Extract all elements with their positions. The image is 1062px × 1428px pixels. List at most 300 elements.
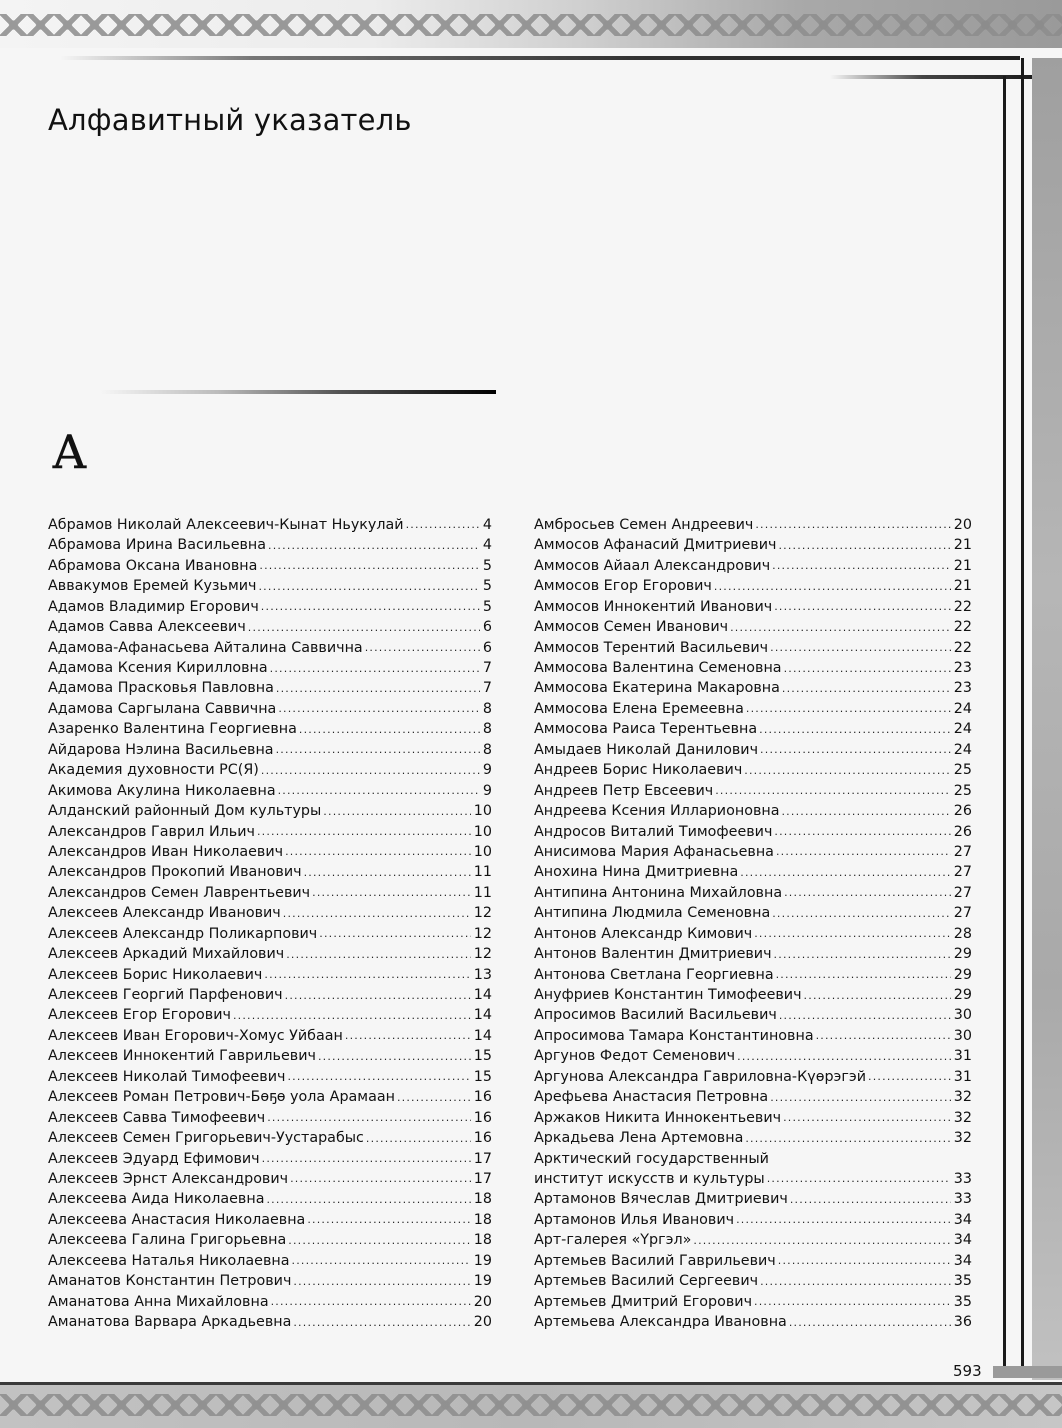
dot-leader [406, 515, 480, 535]
entry-page: 8 [482, 721, 492, 738]
dot-leader [868, 1067, 951, 1087]
dot-leader [278, 781, 480, 801]
index-entry [534, 1108, 972, 1128]
entry-page: 29 [953, 987, 972, 1004]
entry-name: Аманатов Константин Петрович [48, 1273, 292, 1290]
entry-name: Алексеев Борис Николаевич [48, 966, 263, 983]
entry-name: Аммосов Иннокентий Иванович [534, 598, 773, 615]
entry-page: 25 [953, 782, 972, 799]
index-entry [48, 515, 492, 535]
entry-page: 5 [482, 578, 492, 595]
index-entry [534, 965, 972, 985]
index-entry [48, 944, 492, 964]
dot-leader [781, 802, 950, 822]
entry-name: Аммосов Терентий Васильевич [534, 639, 769, 656]
entry-name: Артемьев Василий Сергеевич [534, 1273, 759, 1290]
dot-leader [774, 597, 951, 617]
entry-page: 21 [953, 537, 972, 554]
index-entry [48, 1251, 492, 1271]
index-entry [48, 1108, 492, 1128]
entry-page: 17 [473, 1150, 492, 1167]
dot-leader [778, 1251, 951, 1271]
entry-page: 6 [482, 619, 492, 636]
dot-leader [290, 1169, 471, 1189]
dot-leader [789, 1313, 951, 1333]
entry-page: 29 [953, 946, 972, 963]
entry-page: 13 [473, 966, 492, 983]
dot-leader [307, 1210, 470, 1230]
index-entry [534, 638, 972, 658]
index-entry [534, 1210, 972, 1230]
entry-page: 34 [953, 1252, 972, 1269]
index-entry [48, 1292, 492, 1312]
entry-page: 28 [953, 925, 972, 942]
index-entry [534, 679, 972, 699]
entry-name: Аркадьева Лена Артемовна [534, 1130, 744, 1147]
index-entry [534, 515, 972, 535]
index-entry [534, 1067, 972, 1087]
entry-name: Александров Гаврил Ильич [48, 823, 255, 840]
dot-leader [268, 536, 480, 556]
entry-name: Абрамов Николай Алексеевич-Кынат Ньукулай [48, 516, 404, 533]
entry-page: 23 [953, 660, 972, 677]
index-entry [48, 638, 492, 658]
ornament-pattern [0, 14, 1062, 36]
index-entry [48, 576, 492, 596]
entry-page: 20 [473, 1314, 492, 1331]
index-entry [48, 924, 492, 944]
entry-name: Алексеев Эрнст Александрович [48, 1170, 289, 1187]
entry-page: 21 [953, 557, 972, 574]
dot-leader [693, 1231, 950, 1251]
entry-name: Адамов Владимир Егорович [48, 598, 259, 615]
entry-page: 7 [482, 660, 492, 677]
entry-page: 16 [473, 1089, 492, 1106]
index-entry [48, 883, 492, 903]
entry-name: Андреев Петр Евсеевич [534, 782, 714, 799]
dot-leader [397, 1088, 471, 1108]
entry-name: Алексеев Аркадий Михайлович [48, 946, 285, 963]
entry-page: 18 [473, 1211, 492, 1228]
dot-leader [767, 1169, 951, 1189]
entry-name: Аммосова Елена Еремеевна [534, 700, 744, 717]
entry-name: Александров Семен Лаврентьевич [48, 884, 311, 901]
index-entry [534, 822, 972, 842]
dot-leader [304, 863, 471, 883]
dot-leader [287, 1067, 470, 1087]
entry-page: 32 [953, 1130, 972, 1147]
ornament-pattern [0, 1394, 1062, 1416]
index-entry [534, 1026, 972, 1046]
entry-page: 27 [953, 884, 972, 901]
index-entry [48, 760, 492, 780]
entry-name: Артамонов Илья Иванович [534, 1211, 735, 1228]
index-entry [534, 1292, 972, 1312]
dot-leader [774, 945, 951, 965]
dot-leader [754, 1292, 951, 1312]
entry-page: 32 [953, 1089, 972, 1106]
index-entry [534, 985, 972, 1005]
dot-leader [772, 556, 951, 576]
entry-name: Александров Прокопий Иванович [48, 864, 302, 881]
index-entry [534, 1189, 972, 1209]
index-entry [534, 1046, 972, 1066]
entry-page: 27 [953, 864, 972, 881]
entry-page: 20 [473, 1293, 492, 1310]
entry-page: 8 [482, 700, 492, 717]
dot-leader [754, 924, 951, 944]
dot-leader [248, 618, 480, 638]
entry-name: Алексеев Иннокентий Гаврильевич [48, 1048, 316, 1065]
dot-leader [755, 515, 950, 535]
index-entry [48, 801, 492, 821]
dot-leader [293, 1313, 470, 1333]
dot-leader [804, 986, 951, 1006]
entry-name: Алексеева Анастасия Николаевна [48, 1211, 306, 1228]
entry-name: Апросимова Тамара Константиновна [534, 1027, 814, 1044]
index-entry [48, 719, 492, 739]
dot-leader [276, 740, 480, 760]
entry-name: Адамов Савва Алексеевич [48, 619, 246, 636]
entry-name: Апросимов Василий Васильевич [534, 1007, 777, 1024]
entry-page: 27 [953, 843, 972, 860]
section-rule [100, 390, 496, 394]
entry-page: 15 [473, 1048, 492, 1065]
index-entry [48, 1271, 492, 1291]
dot-leader [772, 904, 951, 924]
dot-leader [759, 720, 951, 740]
entry-name-line2: институт искусств и культуры [534, 1171, 765, 1187]
dot-leader [278, 699, 480, 719]
entry-name: Артемьева Александра Ивановна [534, 1314, 787, 1331]
dot-leader [283, 904, 471, 924]
entry-page: 25 [953, 762, 972, 779]
entry-name: Антипина Людмила Семеновна [534, 905, 771, 922]
index-entry [48, 1312, 492, 1332]
dot-leader [285, 986, 471, 1006]
dot-leader [779, 1006, 951, 1026]
entry-name: Абрамова Ирина Васильевна [48, 537, 267, 554]
entry-name: Амбросьев Семен Андреевич [534, 516, 754, 533]
dot-leader [318, 1047, 471, 1067]
entry-name: Алексеева Наталья Николаевна [48, 1252, 290, 1269]
entry-name: Азаренко Валентина Георгиевна [48, 721, 297, 738]
index-entry [534, 535, 972, 555]
entry-page: 31 [953, 1048, 972, 1065]
dot-leader [776, 842, 951, 862]
index-entry [534, 597, 972, 617]
dot-leader [271, 1292, 471, 1312]
entry-page: 33 [953, 1171, 972, 1187]
index-entry [534, 1251, 972, 1271]
entry-page: 34 [953, 1211, 972, 1228]
index-entry [534, 1230, 972, 1250]
index-entry [534, 760, 972, 780]
entry-page: 10 [473, 803, 492, 820]
dot-leader [264, 965, 470, 985]
entry-page: 10 [473, 843, 492, 860]
entry-name: Алексеев Роман Петрович-Бөҕө уола Арамаан [48, 1089, 395, 1106]
entry-page: 22 [953, 639, 972, 656]
index-entry [48, 1046, 492, 1066]
index-entry [534, 1087, 972, 1107]
entry-page: 30 [953, 1027, 972, 1044]
index-entry [48, 903, 492, 923]
bottom-edge-rule [0, 1382, 1062, 1385]
index-entry [534, 944, 972, 964]
entry-name: Адамова Саргылана Саввична [48, 700, 277, 717]
entry-name: Аммосова Раиса Терентьевна [534, 721, 758, 738]
dot-leader [736, 1210, 951, 1230]
dot-leader [778, 536, 950, 556]
index-entry [48, 842, 492, 862]
dot-leader [267, 1108, 471, 1128]
entry-page: 27 [953, 905, 972, 922]
right-edge-strip [1032, 58, 1062, 1380]
dot-leader [715, 781, 951, 801]
entry-name: Александров Иван Николаевич [48, 843, 284, 860]
entry-name: Алексеев Георгий Парфенович [48, 987, 283, 1004]
entry-name: Аммосов Семен Иванович [534, 619, 729, 636]
entry-name: Антонов Александр Кимович [534, 925, 753, 942]
entry-name: Андреева Ксения Илларионовна [534, 803, 780, 820]
dot-leader [261, 597, 480, 617]
dot-leader [292, 1251, 471, 1271]
index-entry [534, 801, 972, 821]
entry-name: Арт-галерея «Үргэл» [534, 1232, 692, 1249]
index-entry [48, 740, 492, 760]
index-entry [534, 617, 972, 637]
entry-name: Алексеева Аида Николаевна [48, 1191, 265, 1208]
index-entry [48, 1006, 492, 1026]
top-ornament-band [0, 0, 1062, 48]
index-entry [48, 535, 492, 555]
entry-name: Андросов Виталий Тимофеевич [534, 823, 773, 840]
entry-name: Алексеев Александр Поликарпович [48, 925, 318, 942]
entry-page: 11 [473, 864, 492, 881]
dot-leader [760, 1272, 951, 1292]
dot-leader [816, 1026, 951, 1046]
entry-name: Аммосов Айаал Александрович [534, 557, 771, 574]
entry-page: 22 [953, 619, 972, 636]
entry-name: Арефьева Анастасия Петровна [534, 1089, 769, 1106]
index-entry [48, 1128, 492, 1148]
dot-leader [790, 1190, 951, 1210]
page-tab-bar [993, 1366, 1062, 1378]
dot-leader [784, 659, 951, 679]
dot-leader [319, 924, 471, 944]
index-entry [48, 1210, 492, 1230]
entry-name: Айдарова Нэлина Васильевна [48, 741, 274, 758]
entry-name: Алексеев Николай Тимофеевич [48, 1068, 286, 1085]
index-column-right [534, 515, 972, 1333]
entry-page: 31 [953, 1068, 972, 1085]
dot-leader [774, 822, 950, 842]
entry-name: Алданский районный Дом культуры [48, 803, 322, 820]
entry-name: Ануфриев Константин Тимофеевич [534, 987, 802, 1004]
index-entry [48, 658, 492, 678]
dot-leader [258, 577, 479, 597]
entry-page: 9 [482, 762, 492, 779]
entry-page: 29 [953, 966, 972, 983]
dot-leader [312, 883, 471, 903]
dot-leader [345, 1026, 471, 1046]
entry-name: Алексеев Савва Тимофеевич [48, 1109, 266, 1126]
entry-page: 19 [473, 1252, 492, 1269]
entry-name: Адамова Ксения Кирилловна [48, 660, 268, 677]
entry-name: Арктический государственный [534, 1150, 769, 1167]
dot-leader [784, 883, 951, 903]
dot-leader [286, 945, 471, 965]
entry-name: Аманатова Варвара Аркадьевна [48, 1314, 292, 1331]
entry-name: Алексеев Эдуард Ефимович [48, 1150, 260, 1167]
index-entry [534, 1312, 972, 1332]
dot-leader [293, 1272, 470, 1292]
entry-page: 33 [953, 1191, 972, 1208]
entry-page: 18 [473, 1232, 492, 1249]
dot-leader [261, 761, 480, 781]
index-entry [48, 862, 492, 882]
dot-leader [714, 577, 951, 597]
header-rule-secondary [830, 75, 1062, 79]
entry-continuation [534, 1169, 972, 1189]
entry-name: Артамонов Вячеслав Дмитриевич [534, 1191, 788, 1208]
entry-page: 26 [953, 803, 972, 820]
entry-page: 12 [473, 925, 492, 942]
index-entry [534, 658, 972, 678]
frame-vertical-rule-outer [1021, 58, 1024, 1378]
index-entry [48, 699, 492, 719]
index-entry [48, 617, 492, 637]
dot-leader [737, 1047, 951, 1067]
entry-page: 5 [482, 557, 492, 574]
entry-name: Аммосов Егор Егорович [534, 578, 712, 595]
page-title: Алфавитный указатель [48, 103, 412, 137]
dot-leader [270, 659, 480, 679]
entry-name: Аммосова Валентина Семеновна [534, 660, 782, 677]
entry-page: 4 [482, 537, 492, 554]
index-entry [534, 1006, 972, 1026]
entry-page: 16 [473, 1130, 492, 1147]
dot-leader [288, 1231, 471, 1251]
index-entry [534, 699, 972, 719]
index-column-left [48, 515, 492, 1333]
dot-leader [744, 761, 951, 781]
index-entry [534, 740, 972, 760]
entry-page: 9 [482, 782, 492, 799]
entry-page: 14 [473, 1007, 492, 1024]
entry-page: 23 [953, 680, 972, 697]
index-entry [534, 903, 972, 923]
dot-leader [783, 1108, 951, 1128]
dot-leader [262, 1149, 471, 1169]
index-entry [48, 1026, 492, 1046]
index-entry [48, 965, 492, 985]
index-entry [534, 862, 972, 882]
index-entry [534, 719, 972, 739]
index-entry [534, 924, 972, 944]
entry-page: 24 [953, 721, 972, 738]
index-entry [48, 679, 492, 699]
index-entry [534, 883, 972, 903]
dot-leader [746, 699, 951, 719]
index-entry [534, 1128, 972, 1148]
entry-name: Алексеев Александр Иванович [48, 905, 281, 922]
entry-name: Аввакумов Еремей Кузьмич [48, 578, 257, 595]
index-entry [534, 556, 972, 576]
index-entry [48, 822, 492, 842]
entry-name: Аргунов Федот Семенович [534, 1048, 736, 1065]
frame-vertical-rule-inner [1003, 76, 1006, 1376]
entry-name: Аммосова Екатерина Макаровна [534, 680, 780, 697]
entry-page: 22 [953, 598, 972, 615]
index-entry [48, 1169, 492, 1189]
entry-name: Антипина Антонина Михайловна [534, 884, 783, 901]
dot-leader [257, 822, 471, 842]
entry-page: 16 [473, 1109, 492, 1126]
dot-leader [266, 1190, 470, 1210]
entry-name: Артемьев Дмитрий Егорович [534, 1293, 753, 1310]
entry-name: Адамова Прасковья Павловна [48, 680, 274, 697]
entry-name: Алексеев Иван Егорович-Хомус Уйбаан [48, 1027, 343, 1044]
entry-page: 18 [473, 1191, 492, 1208]
entry-page: 30 [953, 1007, 972, 1024]
dot-leader [365, 638, 480, 658]
entry-name: Анисимова Мария Афанасьевна [534, 843, 774, 860]
header-rule [60, 56, 1020, 60]
dot-leader [323, 802, 471, 822]
dot-leader [760, 740, 951, 760]
entry-page: 5 [482, 598, 492, 615]
entry-page: 35 [953, 1293, 972, 1310]
entry-name: Антонова Светлана Георгиевна [534, 966, 774, 983]
dot-leader [276, 679, 480, 699]
index-entry [534, 781, 972, 801]
index-entry [534, 1271, 972, 1291]
index-entry [48, 985, 492, 1005]
index-entry [534, 1149, 972, 1190]
entry-name: Анохина Нина Дмитриевна [534, 864, 739, 881]
entry-page: 21 [953, 578, 972, 595]
index-entry [48, 1087, 492, 1107]
entry-name: Андреев Борис Николаевич [534, 762, 743, 779]
index-entry [48, 1230, 492, 1250]
entry-page: 26 [953, 823, 972, 840]
dot-leader [782, 679, 951, 699]
entry-page: 20 [953, 516, 972, 533]
entry-name: Адамова-Афанасьева Айталина Саввична [48, 639, 363, 656]
index-entry [534, 576, 972, 596]
entry-name: Аргунова Александра Гавриловна-Күөрэгэй [534, 1068, 867, 1085]
dot-leader [233, 1006, 471, 1026]
index-entry [534, 842, 972, 862]
entry-page: 7 [482, 680, 492, 697]
entry-name: Алексеев Семен Григорьевич-Уустарабыс [48, 1130, 364, 1147]
entry-name: Алексеева Галина Григорьевна [48, 1232, 287, 1249]
entry-page: 11 [473, 884, 492, 901]
entry-page: 14 [473, 987, 492, 1004]
entry-page: 4 [482, 516, 492, 533]
dot-leader [740, 863, 951, 883]
entry-page: 35 [953, 1273, 972, 1290]
bottom-ornament-band [0, 1382, 1062, 1428]
entry-page: 17 [473, 1170, 492, 1187]
entry-name: Амыдаев Николай Данилович [534, 741, 759, 758]
entry-page: 32 [953, 1109, 972, 1126]
entry-page: 24 [953, 700, 972, 717]
entry-page: 12 [473, 905, 492, 922]
entry-name: Акимова Акулина Николаевна [48, 782, 276, 799]
